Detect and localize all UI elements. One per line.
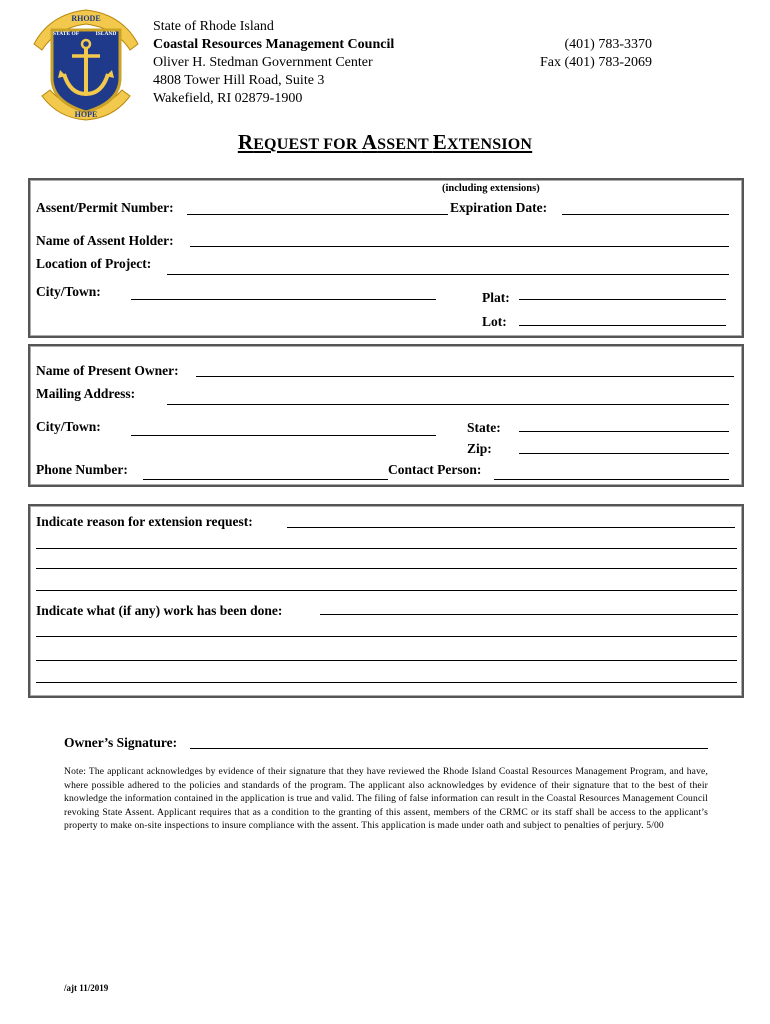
work-done-label: Indicate what (if any) work has been done:: [36, 603, 283, 618]
seal-text-left: STATE OF: [52, 31, 80, 37]
work-done-line[interactable]: [36, 682, 737, 683]
expiration-date-label: Expiration Date:: [450, 200, 548, 215]
zip-field[interactable]: [519, 453, 729, 454]
owner-signature-label: Owner’s Signature:: [64, 735, 178, 750]
mailing-address-label: Mailing Address:: [36, 386, 136, 401]
present-owner-label: Name of Present Owner:: [36, 363, 179, 378]
mailing-address-field[interactable]: [167, 404, 729, 405]
work-done-line[interactable]: [36, 636, 737, 637]
extension-reason-line[interactable]: [36, 568, 737, 569]
extension-reason-field[interactable]: [287, 527, 735, 528]
agency-fax: Fax (401) 783-2069: [540, 55, 652, 70]
plat-field[interactable]: [519, 299, 726, 300]
extension-reason-label: Indicate reason for extension request:: [36, 514, 253, 529]
assent-permit-number-label: Assent/Permit Number:: [36, 200, 174, 215]
title-part-2: SSENT: [377, 136, 433, 153]
agency-address-block: [153, 18, 394, 108]
lot-field[interactable]: [519, 325, 726, 326]
title-initial-r: R: [237, 130, 254, 154]
extension-reason-line[interactable]: [36, 548, 737, 549]
including-extensions-note: (including extensions): [442, 183, 540, 194]
assent-permit-number-field[interactable]: [187, 214, 448, 215]
seal-text-top: RHODE: [71, 14, 101, 23]
present-owner-field[interactable]: [196, 376, 734, 377]
expiration-date-field[interactable]: [562, 214, 729, 215]
contact-person-label: Contact Person:: [388, 462, 482, 477]
agency-line-street: 4808 Tower Hill Road, Suite 3: [153, 73, 325, 88]
state-field[interactable]: [519, 431, 729, 432]
project-location-label: Location of Project:: [36, 256, 152, 271]
phone-number-label: Phone Number:: [36, 462, 128, 477]
agency-line-state: State of Rhode Island: [153, 19, 274, 34]
work-done-field[interactable]: [320, 614, 738, 615]
agency-line-city: Wakefield, RI 02879-1900: [153, 91, 303, 106]
plat-label: Plat:: [482, 290, 510, 305]
title-initial-a: A: [361, 130, 378, 154]
agency-line-council: Coastal Resources Management Council: [153, 37, 395, 52]
page-title: [0, 130, 770, 155]
owner-city-town-field[interactable]: [131, 435, 436, 436]
rhode-island-seal-logo: [30, 8, 142, 122]
assent-holder-label: Name of Assent Holder:: [36, 233, 174, 248]
contact-person-field[interactable]: [494, 479, 729, 480]
agency-phone: (401) 783-3370: [564, 37, 652, 52]
extension-reason-line[interactable]: [36, 590, 737, 591]
title-part-1: EQUEST FOR: [253, 136, 362, 153]
contact-block: [540, 36, 652, 72]
owner-signature-field[interactable]: [190, 748, 708, 749]
extension-details-section: [28, 504, 744, 698]
form-revision-footer: /ajt 11/2019: [64, 983, 109, 993]
project-location-field[interactable]: [167, 274, 729, 275]
legal-note: Note: The applicant acknowledges by evidence of their signature that they have reviewed the Rhode Island Coastal Resources Management Program, and have, where possible adhered to the policies and standards of the program. The applicant also acknowledges by evidence of their signature that to the best of their knowledge the information contained in the application is true and valid. The filing of false information can result in the Coastal Resources Management Council revoking State Assent. Applicant requires that as a condition to the granting of this assent, members of the CRMC or its staff shall be access to the applicant’s property to make on-site inspections to insure compliance with the assent. This application is made under oath and subject to penalties of perjury. 5/00: [64, 766, 708, 832]
zip-label: Zip:: [467, 441, 492, 456]
agency-line-center: Oliver H. Stedman Government Center: [153, 55, 373, 70]
lot-label: Lot:: [482, 314, 507, 329]
city-town-field[interactable]: [131, 299, 436, 300]
phone-number-field[interactable]: [143, 479, 388, 480]
seal-text-bottom: HOPE: [74, 110, 98, 119]
title-part-3: XTENSION: [447, 136, 533, 153]
state-label: State:: [467, 420, 501, 435]
assent-holder-field[interactable]: [190, 246, 729, 247]
owner-city-town-label: City/Town:: [36, 419, 101, 434]
title-initial-e: E: [432, 130, 447, 154]
city-town-label: City/Town:: [36, 284, 101, 299]
seal-text-right: ISLAND: [95, 31, 117, 37]
work-done-line[interactable]: [36, 660, 737, 661]
